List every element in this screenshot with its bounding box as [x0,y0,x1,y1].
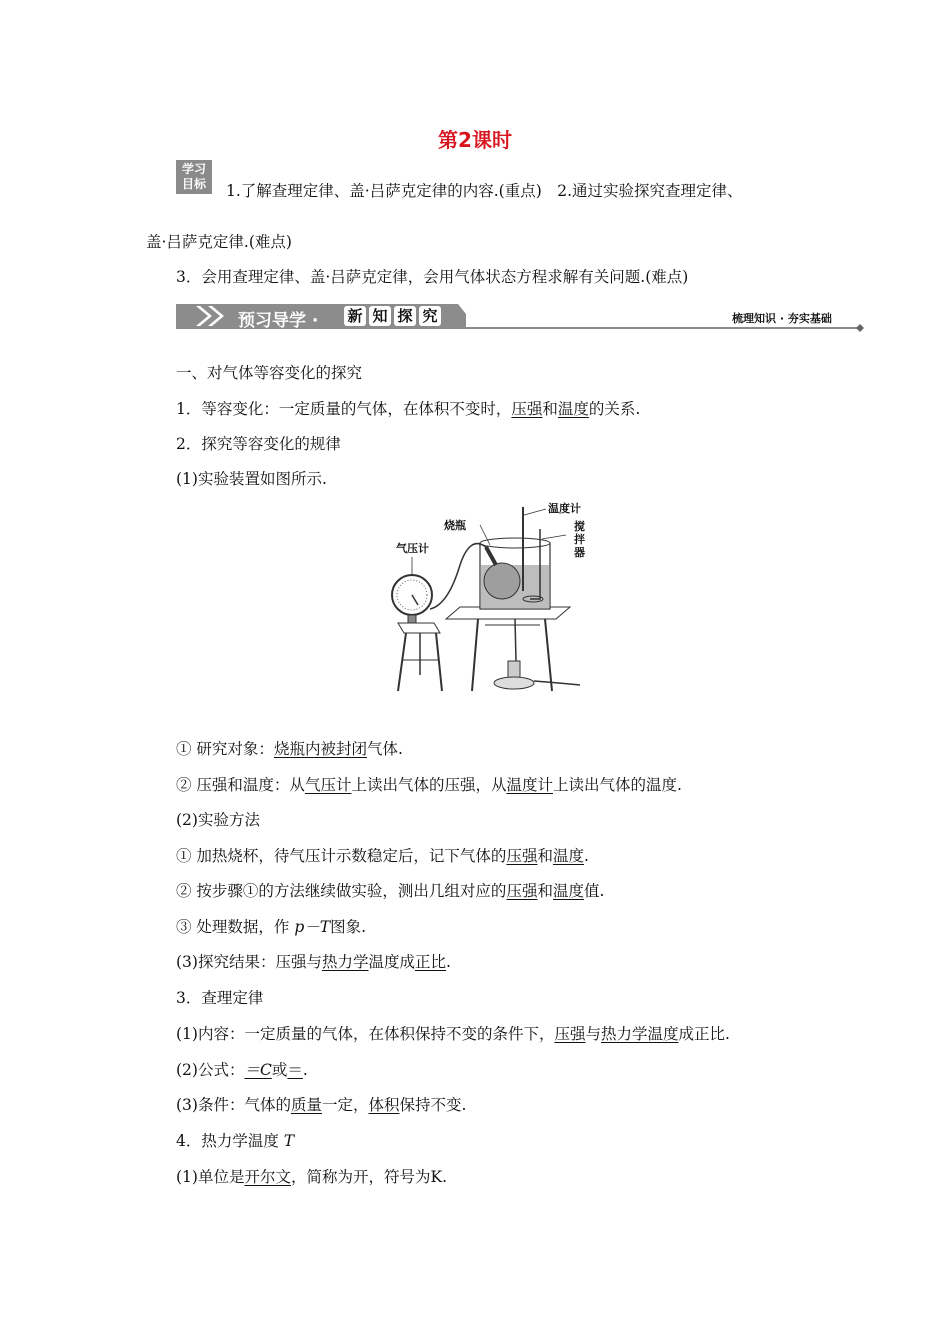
para-object: ① 研究对象：烧瓶内被封闭气体. [176,740,403,758]
para-result: (3)探究结果：压强与热力学温度成正比. [176,953,451,971]
objective-line-3: 3．会用查理定律、盖·吕萨克定律，会用气体状态方程求解有关问题.(难点) [176,268,689,286]
objective-line-2: 盖·吕萨克定律.(难点) [146,233,292,251]
banner-box-char: 知 [369,306,391,326]
banner-left-text: 预习导学 · [238,311,319,331]
banner-boxed-text [344,306,441,326]
objective-line-1: 1.了解查理定律、盖·吕萨克定律的内容.(重点) 2.通过实验探究查理定律、 [226,182,743,200]
banner-right-text: 梳理知识 · 夯实基础 [732,312,832,325]
para-formula: (2)公式：＝C或＝. [176,1061,308,1079]
para-condition: (3)条件：气体的质量一定，体积保持不变. [176,1096,467,1114]
banner-box-char: 探 [394,306,416,326]
para-charles-heading: 3．查理定律 [176,989,264,1007]
section-banner [176,300,866,332]
para-step3: ③ 处理数据，作 p－T图象. [176,918,367,936]
para-apparatus: (1)实验装置如图所示. [176,470,327,488]
label-thermometer: 温度计 [548,502,581,515]
label-flask: 烧瓶 [444,519,466,532]
para-method: (2)实验方法 [176,811,260,829]
section-heading: 一、对气体等容变化的探究 [176,364,363,382]
para-pressure-temp: ② 压强和温度：从气压计上读出气体的压强，从温度计上读出气体的温度. [176,776,682,794]
badge-line2: 目标 [181,177,206,191]
learning-goal-badge [176,160,212,194]
label-stirrer: 搅 拌 器 [574,520,585,559]
banner-box-char: 究 [419,306,441,326]
banner-box-char: 新 [344,306,366,326]
para-unit: (1)单位是开尔文，简称为开，符号为K. [176,1168,447,1186]
para-step2: ② 按步骤①的方法继续做实验，测出几组对应的压强和温度值. [176,882,605,900]
para-content: (1)内容：一定质量的气体，在体积保持不变的条件下，压强与热力学温度成正比. [176,1025,730,1043]
para-step1: ① 加热烧杯，待气压计示数稳定后，记下气体的压强和温度. [176,847,589,865]
label-gauge: 气压计 [396,542,429,555]
para-thermo-temp: 4．热力学温度 T [176,1132,295,1150]
page-title: 第2课时 [438,128,512,152]
para-explore: 2．探究等容变化的规律 [176,435,341,453]
badge-line1: 学习 [181,162,206,176]
para-isochoric: 1．等容变化：一定质量的气体，在体积不变时，压强和温度的关系. [176,400,641,418]
